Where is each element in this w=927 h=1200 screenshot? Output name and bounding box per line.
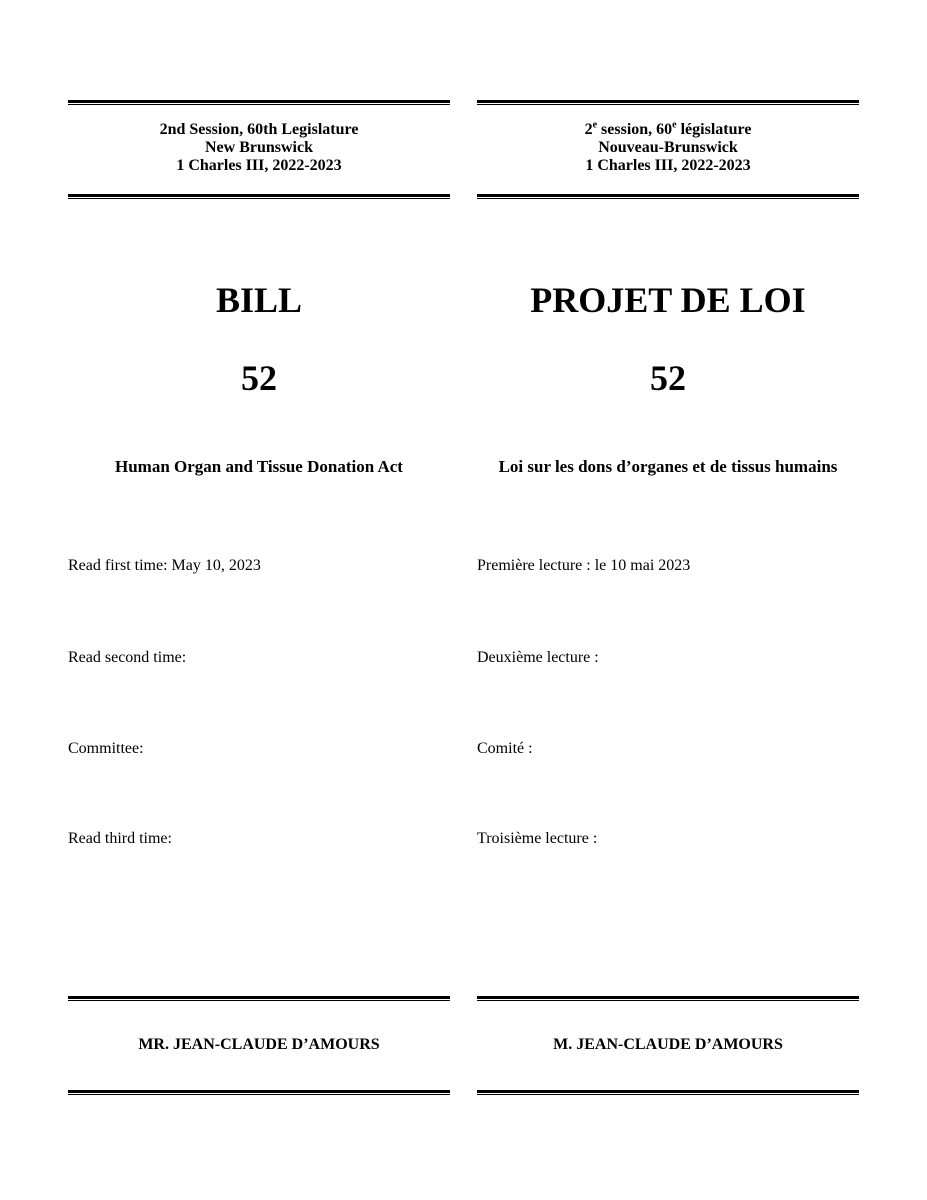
sponsor-top-double-rule <box>68 996 450 1001</box>
bill-heading: BILL <box>215 280 303 320</box>
bill-heading: PROJET DE LOI <box>530 280 806 320</box>
header-bottom-double-rule <box>477 194 859 199</box>
first-reading: Première lecture : le 10 mai 2023 <box>477 557 691 574</box>
province-line: New Brunswick <box>204 139 313 156</box>
session-header <box>68 121 450 175</box>
second-reading: Read second time: <box>68 649 187 666</box>
session-header <box>477 121 859 175</box>
bill-number: 52 <box>650 358 686 398</box>
regnal-year-line: 1 Charles III, 2022-2023 <box>585 157 751 174</box>
sponsor-bottom-double-rule <box>68 1090 450 1095</box>
header-bottom-double-rule <box>68 194 450 199</box>
sponsor-name: M. JEAN-CLAUDE D’AMOURS <box>553 1036 783 1053</box>
first-reading: Read first time: May 10, 2023 <box>68 557 261 574</box>
committee-stage: Comité : <box>477 740 533 757</box>
regnal-year-line: 1 Charles III, 2022-2023 <box>176 157 342 174</box>
committee-stage: Committee: <box>68 740 144 757</box>
session-line: 2nd Session, 60th Legislature <box>159 121 359 138</box>
province-line: Nouveau-Brunswick <box>598 139 738 156</box>
third-reading: Troisième lecture : <box>477 830 598 847</box>
top-double-rule <box>68 100 450 105</box>
bill-number: 52 <box>241 358 277 398</box>
act-title: Human Organ and Tissue Donation Act <box>115 457 403 476</box>
french-column <box>477 0 859 1200</box>
top-double-rule <box>477 100 859 105</box>
second-reading: Deuxième lecture : <box>477 649 599 666</box>
act-title: Loi sur les dons d’organes et de tissus humains <box>498 457 838 476</box>
sponsor-name: MR. JEAN-CLAUDE D’AMOURS <box>138 1036 380 1053</box>
sponsor-bottom-double-rule <box>477 1090 859 1095</box>
session-line: 2e session, 60e législature <box>584 119 752 138</box>
third-reading: Read third time: <box>68 830 172 847</box>
sponsor-top-double-rule <box>477 996 859 1001</box>
english-column <box>68 0 450 1200</box>
